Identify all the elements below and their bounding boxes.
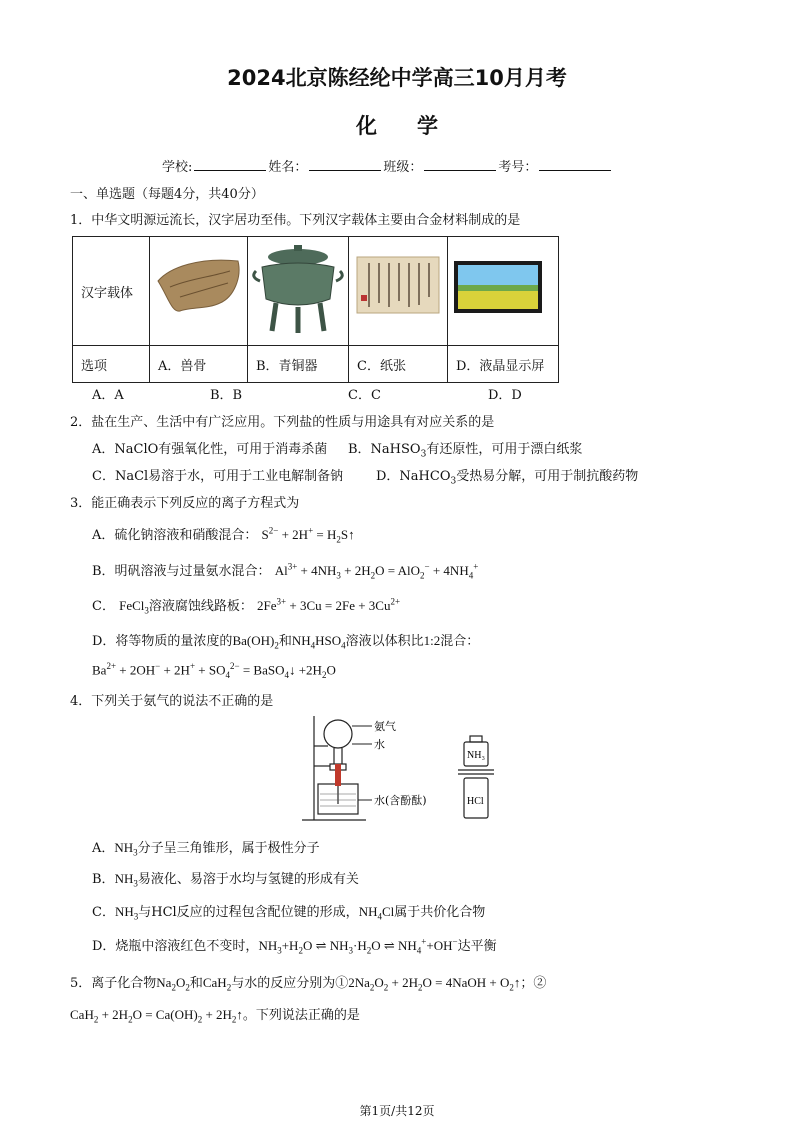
q1-image-lcd [448,237,559,346]
q4-option-a[interactable]: A．$NH_3$分子呈三角锥形，属于极性分子 [92,840,320,858]
q1-cell-a: A．兽骨 [150,346,248,383]
q5-stem-line2: $CaH_2 + 2H_2O = Ca(OH)_2$ + $2H_2↑$。下列说法正确的是 [70,1007,360,1025]
q1-answer-a[interactable]: A．A [92,388,124,403]
q4-figure-label-water: 水 [374,738,385,751]
q1-cell-b: B．青铜器 [248,346,349,383]
name-label: 姓名： [268,160,308,175]
q4-figure-label-nh3: NH₃ [467,750,485,761]
q4-figure-label-hcl: HCl [467,796,484,807]
q1-cell-c: C．纸张 [349,346,448,383]
q4-fountain-apparatus-figure [296,712,506,824]
q1-row-label-option: 选项 [73,346,150,383]
class-label: 班级： [383,160,423,175]
q1-image-bone [150,237,248,346]
q3-option-d-equation: $Ba^{2+} + 2OH^- + 2H^+ + SO_4^{2-}$ = BaSO$_4$↓ $+2H_2O$ [92,661,336,680]
name-blank[interactable] [309,158,381,171]
school-blank[interactable] [194,158,266,171]
school-label: 学校: [162,160,193,175]
student-info-line [162,156,613,175]
q1-answer-d[interactable]: D．D [488,388,522,403]
q4-option-b[interactable]: B．$NH_3$易液化、易溶于水均与氢键的形成有关 [92,871,359,889]
q1-table [72,236,559,383]
q1-row-label-carrier: 汉字载体 [73,237,150,346]
q2-option-a[interactable]: A．NaClO有强氧化性，可用于消毒杀菌 [92,442,328,457]
exam-no-label: 考号： [498,160,538,175]
q1-image-bronze [248,237,349,346]
exam-no-blank[interactable] [539,158,611,171]
subject-title: 化学 [356,114,478,138]
q2-option-b[interactable]: B．NaHSO$_3$有还原性，可用于漂白纸浆 [348,442,583,460]
q1-cell-d: D．液晶显示屏 [448,346,559,383]
q4-option-c[interactable]: C．$NH_3$与HCl反应的过程包含配位键的形成，$NH_4Cl$属于共价化合物 [92,904,486,922]
q3-option-b[interactable]: B．明矾溶液与过量氨水混合： $Al^{3+} + 4NH_3 + 2H_2O = AlO_2^- + 4NH_4^+$ [92,561,479,581]
q2-option-d[interactable]: D．NaHCO$_3$受热易分解，可用于制抗酸药物 [376,469,639,487]
page-title: 2024北京陈经纶中学高三10月月考 [227,66,567,90]
section-heading: 一、单选题（每题4分，共40分） [70,187,264,202]
q1-image-paper [349,237,448,346]
q1-answer-c[interactable]: C．C [348,388,381,403]
q1-stem: 1．中华文明源远流长，汉字居功至伟。下列汉字载体主要由合金材料制成的是 [70,213,521,228]
q3-option-a[interactable]: A．硫化钠溶液和硝酸混合： $S^{2-} + 2H^+$ = $H_2S↑$ [92,525,355,545]
q5-stem-line1: 5．离子化合物$Na_2O_2$和CaH$_2$与水的反应分别为$①2Na_2O_2 + 2H_2O$ = 4NaOH + $O_2↑$；② [70,975,547,993]
q3-stem: 3．能正确表示下列反应的离子方程式为 [70,496,300,511]
q4-figure-label-ammonia: 氨气 [374,720,396,733]
q3-option-d[interactable]: D．将等物质的量浓度的$Ba(OH)_2$和$NH_4HSO_4$溶液以体积比1:2混合： [92,633,480,651]
q4-option-d[interactable]: D．烧瓶中溶液红色不变时，$NH_3+H_2O$ ⇌ $NH_3\cdot H_2O$ ⇌ $NH_4^++OH^-$达平衡 [92,936,497,956]
q1-answer-b[interactable]: B．B [210,388,243,403]
q2-stem: 2．盐在生产、生活中有广泛应用。下列盐的性质与用途具有对应关系的是 [70,415,495,430]
page-number: 第1页/共12页 [359,1104,435,1118]
q4-figure-label-water-phenolphthalein: 水(含酚酞) [374,794,427,807]
q3-option-c[interactable]: C． FeCl$_3$溶液腐蚀线路板： $2Fe^{3+} + 3Cu = 2Fe + 3Cu^{2+}$ [92,596,401,616]
q4-stem: 4．下列关于氨气的说法不正确的是 [70,694,274,709]
class-blank[interactable] [424,158,496,171]
q2-option-c[interactable]: C．NaCl易溶于水，可用于工业电解制备钠 [92,469,344,484]
